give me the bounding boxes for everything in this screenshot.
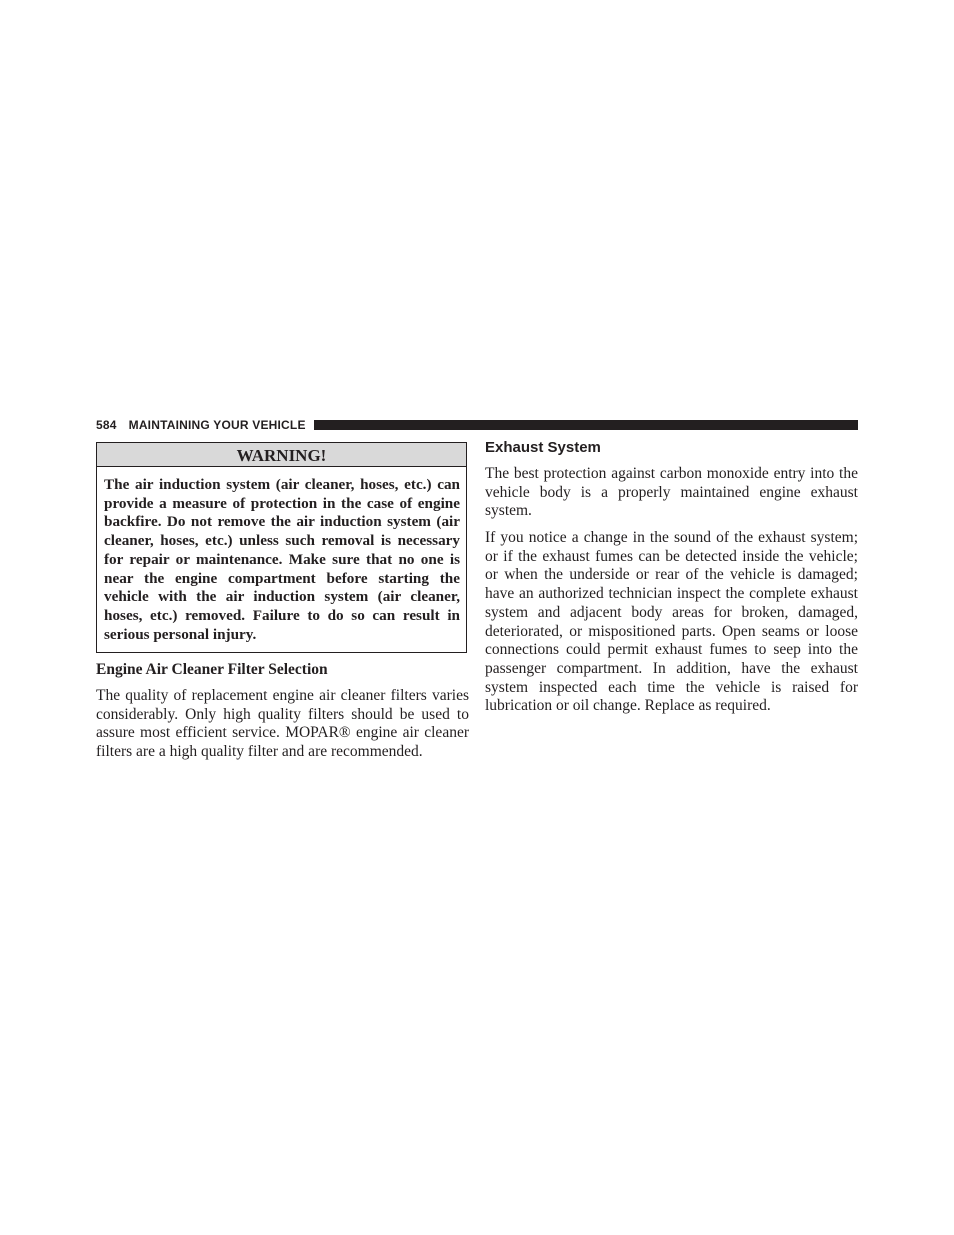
header-rule [314,420,858,430]
page-header [96,417,858,433]
warning-title: WARNING! [97,443,466,467]
exhaust-paragraph-1: The best protection against carbon monoxide entry into the vehicle body is a properly maintained engine exhaust system. [485,465,858,520]
air-filter-heading: Engine Air Cleaner Filter Selection [96,661,328,678]
warning-box [96,442,467,653]
exhaust-paragraph-2: If you notice a change in the sound of the exhaust system; or if the exhaust fumes can be detected inside the vehicle; or when the underside or rear of the vehicle is damaged; have an authorized technician inspect the complete exhaust system and adjacent body areas for broken, damaged, deteriorated, or mispositioned parts. Open seams or loose connections could permit exhaust fumes to seep into the passenger compartment. In addition, have the exhaust system inspected each time the vehicle is raised for lubrication or oil change. Replace as required. [485,529,858,715]
exhaust-heading: Exhaust System [485,439,601,456]
page-number: 584 [96,418,117,432]
warning-text: The air induction system (air cleaner, hoses, etc.) can provide a measure of protection in the case of engine backfire. Do not remove the air induction system (air cleaner, hoses, etc.) unless such removal is necessary for repair or maintenance. Make sure that no one is near the engine compartment before starting the vehicle with the air induction system (air cleaner, hoses, etc.) removed. Failure to do so can result in serious personal injury. [104,476,460,643]
section-title: MAINTAINING YOUR VEHICLE [128,418,306,432]
air-filter-paragraph: The quality of replacement engine air cleaner filters varies considerably. Only high quality filters should be used to assure most efficient service. MOPAR® engine air cleaner filters are a high quality filter and are recommended. [96,687,469,761]
